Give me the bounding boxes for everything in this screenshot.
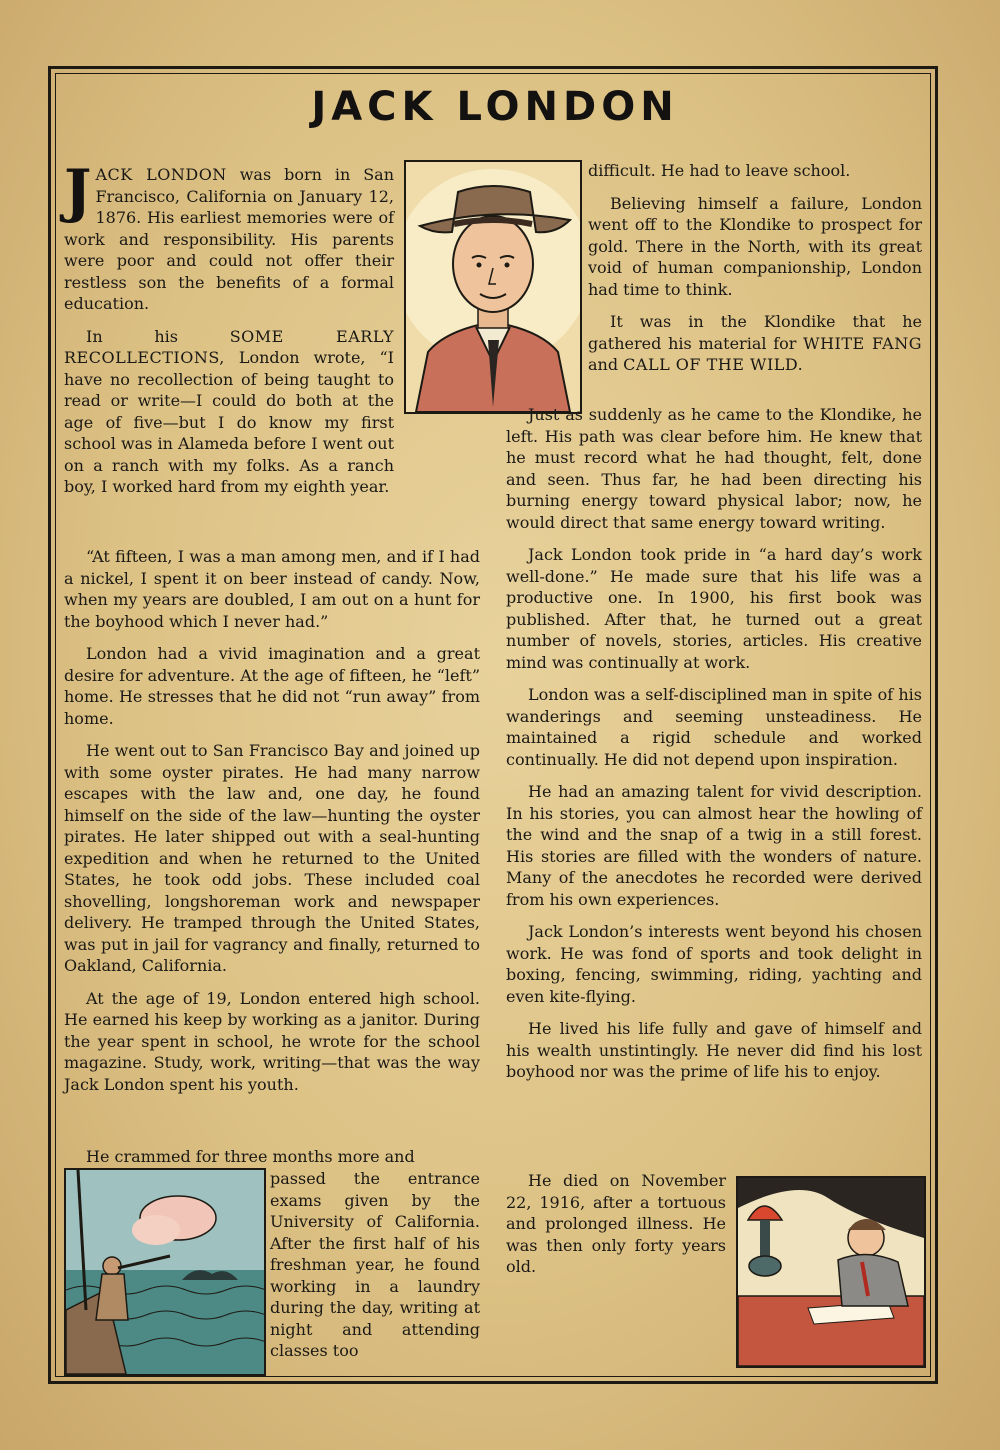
- right-column-top: [588, 160, 922, 387]
- portrait-illustration: [404, 160, 582, 414]
- paragraph-interests: Jack London’s interests went beyond his chosen work. He was fond of sports and took delight in boxing, fencing, swimming, riding, yachting and even kite-flying.: [506, 922, 922, 1006]
- left-column: [64, 157, 395, 509]
- drop-cap: J: [64, 157, 92, 225]
- intro-paragraph: [64, 157, 394, 315]
- left-column-beside-art: [270, 1168, 480, 1373]
- paragraph-imagination: London had a vivid imagination and a great desire for adventure. At the age of fifteen, he “left” home. He stresses that he did not “run away” from home.: [64, 644, 480, 728]
- intro-name: ACK LONDON: [95, 165, 227, 184]
- intro-text: was born in San Francisco, California on January 12, 1876. His earliest memories were of work and responsibility. His parents were poor and could not offer their restless son the benefits of a formal education.: [64, 165, 394, 313]
- article-title: JACK LONDON: [311, 84, 679, 130]
- paragraph-talent: He had an amazing talent for vivid description. In his stories, you can almost hear the howling of the wind and the snap of a twig in a still forest. His stories are filled with the wonders of nature. Many of the anecdotes he recorded were derived from his own experiences.: [506, 782, 922, 909]
- writing-desk-illustration: [736, 1176, 926, 1368]
- paragraph-leave-school: difficult. He had to leave school.: [588, 161, 851, 180]
- paragraph-high-school: At the age of 19, London entered high school. He earned his keep by working as a janitor. During the year spent in school, he wrote for the school magazine. Study, work, writing—that was the way Jack London spent his youth.: [64, 988, 480, 1094]
- paragraph-self-disciplined: London was a self-disciplined man in spite of his wanderings and seeming unsteadiness. He maintained a rigid schedule and worked continually. He did not depend upon inspiration.: [506, 685, 922, 769]
- right-column: [506, 404, 922, 1094]
- paragraph-death: He died on November 22, 1916, after a tortuous and prolonged illness. He was then only forty years old.: [506, 1171, 726, 1276]
- book-title-call-of-the-wild: CALL OF THE WILD.: [623, 355, 804, 374]
- left-column-lower: [64, 546, 480, 1106]
- paragraph-crammed: passed the entrance exams given by the University of California. After the first half of his freshman year, he found working in a laundry during the day, writing at night and attending classes too: [270, 1169, 480, 1360]
- recollections-paragraph: In his SOME EARLY RECOLLECTIONS, London wrote, “I have no recollection of being taught to read or write—I could do both at the age of five—but I do know my first school was in Alameda before I went out on a ranch with my folks. As a ranch boy, I worked hard from my eighth year.: [64, 326, 395, 496]
- paragraph-klondike: Believing himself a failure, London went off to the Klondike to prospect for gold. There in the North, with its great void of human companionship, London had time to think.: [588, 193, 922, 299]
- paragraph-lived-fully: He lived his life fully and gave of himself and his wealth unstintingly. He never did find his lost boyhood nor was the prime of life his to enjoy.: [506, 1019, 922, 1081]
- book-title-recollections: SOME EARLY RECOLLECTIONS,: [64, 326, 395, 367]
- paragraph-crammed-first-line: He crammed for three months more and: [86, 1147, 415, 1166]
- seal-hunting-illustration: [64, 1168, 266, 1376]
- paragraph-pride: Jack London took pride in “a hard day’s work well-done.” He made sure that his life was a productive one. In 1900, his first book was published. After that, he turned out a great number of novels, stories, articles. His creative mind was continually at work.: [506, 545, 922, 672]
- paragraph-fifteen: “At fifteen, I was a man among men, and if I had a nickel, I spent it on beer instead of candy. Now, when my years are doubled, I am out on a hunt for the boyhood which I never had.”: [64, 547, 480, 631]
- left-column-bottom: [64, 1146, 480, 1168]
- book-title-white-fang: WHITE FANG: [803, 333, 923, 353]
- paragraph-material: It was in the Klondike that he gathered his material for WHITE FANG and CALL OF THE WILD.: [588, 312, 923, 374]
- paragraph-left-klondike: Just as suddenly as he came to the Klondike, he left. His path was clear before him. He knew that he must record what he had thought, felt, done and seen. Thus far, he had been directing his burning energy toward physical labor; now, he would direct that same energy toward writing.: [506, 405, 922, 532]
- right-column-bottom: [506, 1170, 726, 1289]
- paragraph-oyster-pirates: He went out to San Francisco Bay and joined up with some oyster pirates. He had many narrow escapes with the law and, one day, he found himself on the side of the law—hunting the oyster pirates. He later shipped out with a seal-hunting expedition and when he returned to the United States, he took odd jobs. These included coal shovelling, longshoreman work and newspaper delivery. He tramped through the United States, was put in jail for vagrancy and finally, returned to Oakland, California.: [64, 741, 480, 975]
